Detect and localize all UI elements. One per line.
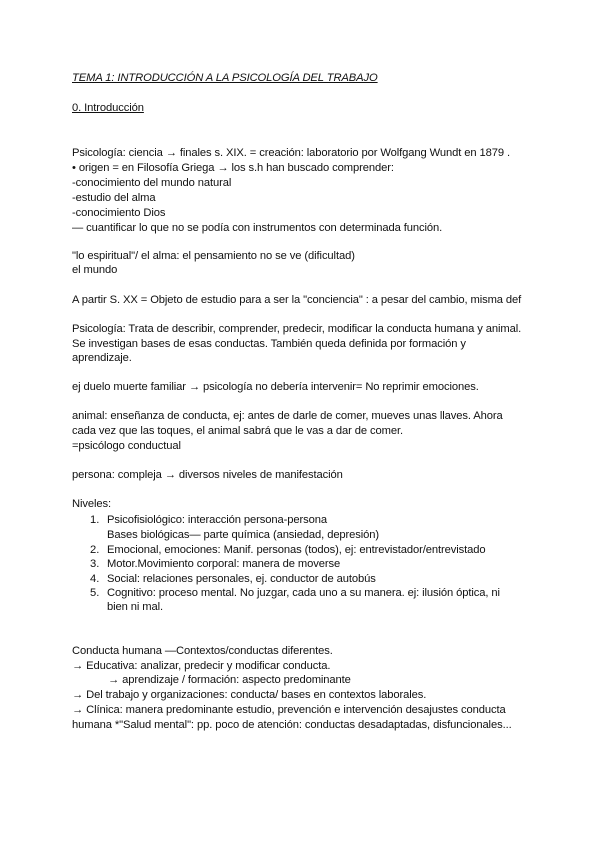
list-item: Motor.Movimiento corporal: manera de moverse bbox=[107, 558, 341, 570]
text-line: Psicología: ciencia → finales s. XIX. = creación: laboratorio por Wolfgang Wundt en 1879 . bbox=[72, 147, 511, 159]
text-line: → Del trabajo y organizaciones: conducta/ bases en contextos laborales. bbox=[72, 689, 427, 701]
text-line: el mundo bbox=[72, 264, 118, 276]
text-line: • origen = en Filosofía Griega → los s.h han buscado comprender: bbox=[72, 162, 394, 174]
list-item: Cognitivo: proceso mental. No juzgar, cada uno a su manera. ej: ilusión óptica, ni bbox=[107, 587, 500, 599]
text-line: humana *"Salud mental": pp. poco de atención: conductas desadaptadas, disfuncionales... bbox=[72, 719, 512, 731]
list-number: 1. bbox=[90, 514, 100, 526]
list-item: Psicofisiológico: interacción persona-persona bbox=[107, 514, 327, 526]
list-number: 2. bbox=[90, 544, 100, 556]
list-number: 3. bbox=[90, 558, 100, 570]
text-line: Psicología: Trata de describir, comprender, predecir, modificar la conducta humana y animal. bbox=[72, 323, 522, 335]
list-item: Bases biológicas— parte química (ansiedad, depresión) bbox=[107, 529, 380, 541]
list-number: 4. bbox=[90, 573, 100, 585]
text-line: A partir S. XX = Objeto de estudio para a ser la "conciencia" : a pesar del cambio, misma def bbox=[72, 294, 522, 306]
text-line: -conocimiento Dios bbox=[72, 207, 166, 219]
text-line: aprendizaje. bbox=[72, 352, 132, 364]
text-line: animal: enseñanza de conducta, ej: antes de darle de comer, mueves unas llaves. Ahora bbox=[72, 410, 503, 422]
page-title: TEMA 1: INTRODUCCIÓN A LA PSICOLOGÍA DEL TRABAJO bbox=[72, 72, 378, 84]
text-line: -conocimiento del mundo natural bbox=[72, 177, 232, 189]
text-line: -estudio del alma bbox=[72, 192, 156, 204]
section-heading: 0. Introducción bbox=[72, 102, 144, 114]
list-item: bien ni mal. bbox=[107, 601, 164, 613]
text-line: Conducta humana —Contextos/conductas diferentes. bbox=[72, 645, 333, 657]
text-line: "lo espiritual"/ el alma: el pensamiento no se ve (dificultad) bbox=[72, 250, 355, 262]
text-line: → Clínica: manera predominante estudio, prevención e intervención desajustes conducta bbox=[72, 704, 506, 716]
text-line: =psicólogo conductual bbox=[72, 440, 181, 452]
text-line: — cuantificar lo que no se podía con instrumentos con determinada función. bbox=[72, 222, 443, 234]
list-number: 5. bbox=[90, 587, 100, 599]
text-line: cada vez que las toques, el animal sabrá que le vas a dar de comer. bbox=[72, 425, 403, 437]
text-line: ej duelo muerte familiar → psicología no debería intervenir= No reprimir emociones. bbox=[72, 381, 479, 393]
list-item: Emocional, emociones: Manif. personas (todos), ej: entrevistador/entrevistado bbox=[107, 544, 486, 556]
text-line: → Educativa: analizar, predecir y modificar conducta. bbox=[72, 660, 331, 672]
text-line: Se investigan bases de esas conductas. También queda definida por formación y bbox=[72, 338, 466, 350]
list-item: Social: relaciones personales, ej. conductor de autobús bbox=[107, 573, 376, 585]
levels-heading: Niveles: bbox=[72, 498, 111, 510]
text-line: → aprendizaje / formación: aspecto predominante bbox=[108, 674, 351, 686]
text-line: persona: compleja → diversos niveles de manifestación bbox=[72, 469, 343, 481]
